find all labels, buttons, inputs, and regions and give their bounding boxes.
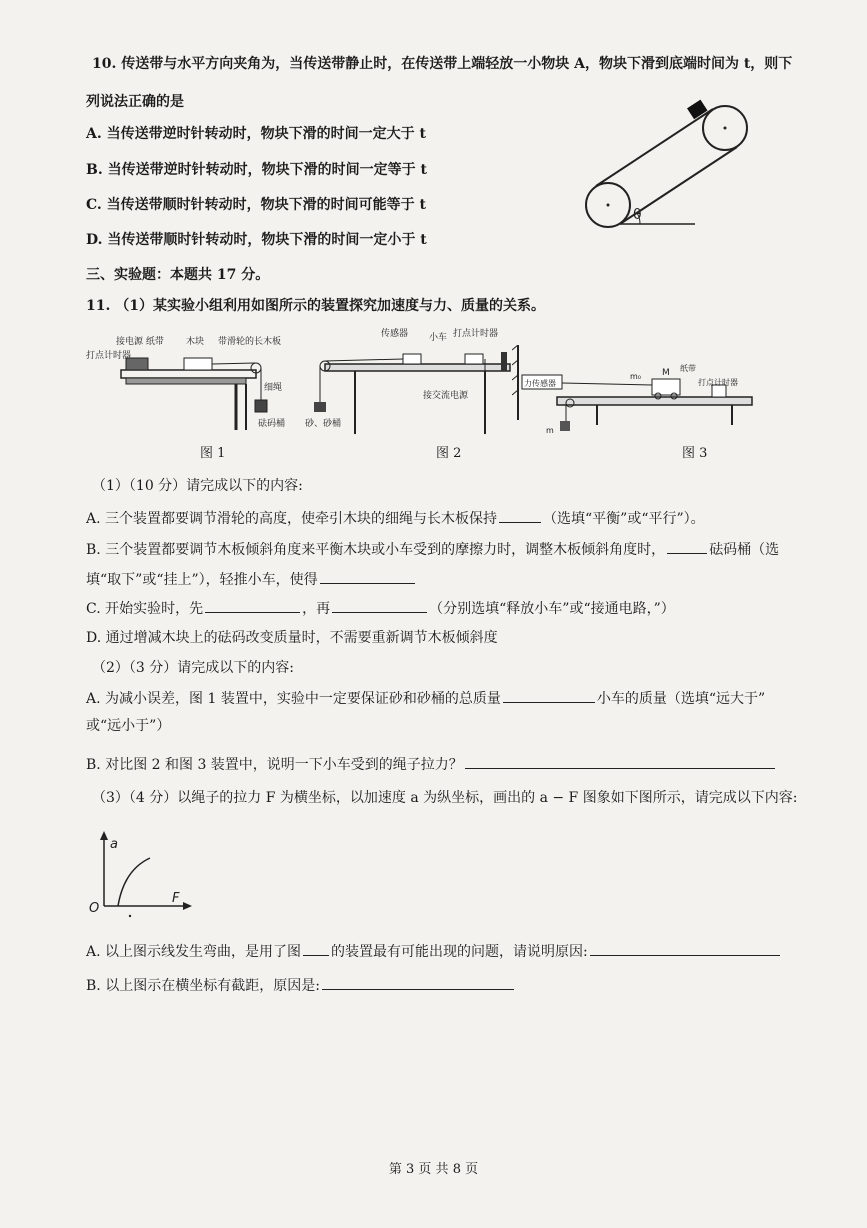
fig3-label-m: m (546, 426, 554, 435)
fig2-label-sand: 砂、砂桶 (305, 419, 342, 429)
fig2-caption: 图 2 (436, 446, 462, 461)
fig2-label-timer: 打点计时器 (453, 329, 499, 339)
answer-blank-1c-2[interactable] (332, 598, 427, 613)
part2-heading: （2）（3 分）请完成以下的内容: (92, 660, 294, 676)
fig2-label-sensor: 传感器 (381, 329, 409, 339)
fig1-caption: 图 1 (200, 446, 226, 461)
part1-b-hint: 砝码桶（选 (709, 542, 780, 558)
part2-item-a-line2: 或“远小于”） (86, 718, 171, 734)
figure-1-apparatus (86, 330, 306, 435)
part2-b-text: B. 对比图 2 和图 3 装置中，说明一下小车受到的绳子拉力？ (86, 757, 463, 773)
graph-y-axis-label: a (110, 837, 118, 852)
conveyor-belt-figure (575, 95, 770, 230)
page-footer: 第 3 页 共 8 页 (388, 1162, 479, 1177)
fig3-caption: 图 3 (682, 446, 708, 461)
fig2-label-ac: 接交流电源 (423, 391, 469, 401)
answer-blank-3a-1[interactable] (303, 941, 329, 956)
part3-a-text2: 的装置最有可能出现的问题，请说明原因: (331, 944, 588, 960)
part3-b-text: B. 以上图示在横坐标有截距，原因是: (86, 978, 320, 994)
fig2-label-car: 小车 (429, 333, 448, 343)
part1-item-b-line2 (86, 569, 417, 590)
part1-c-hint: （分别选填“释放小车”或“接通电路，”） (429, 601, 675, 617)
q11-intro: 11. （1）某实验小组利用如图所示的装置探究加速度与力、质量的关系。 (86, 298, 545, 314)
fig3-label-force: 力传感器 (524, 379, 556, 388)
a-f-graph (84, 828, 194, 920)
fig1-label-timer: 打点计时器 (86, 351, 132, 361)
part2-a-text: A. 为减小误差，图 1 装置中，实验中一定要保证砂和砂桶的总质量 (86, 691, 501, 707)
part1-a-hint: （选填“平衡”或“平行”）。 (543, 511, 705, 527)
figure-2-apparatus (305, 322, 515, 437)
part1-b-line2-text: 填“取下”或“挂上”），轻推小车，使得 (86, 572, 318, 588)
answer-blank-3a-2[interactable] (590, 941, 780, 956)
answer-blank-1c-1[interactable] (205, 598, 300, 613)
answer-blank-1b-1[interactable] (667, 539, 707, 554)
part1-item-d: D. 通过增减木块上的砝码改变质量时，不需要重新调节木板倾斜度 (86, 630, 498, 646)
fig1-label-block: 木块 (186, 337, 205, 347)
fig1-label-board: 带滑轮的长木板 (218, 337, 282, 347)
fig1-label-bucket: 砝码桶 (258, 419, 286, 429)
answer-blank-2b[interactable] (465, 754, 775, 769)
q10-option-d: D. 当传送带顺时针转动时，物块下滑的时间一定小于 t (86, 232, 427, 248)
part1-item-b (86, 539, 779, 560)
part1-item-a (86, 508, 705, 529)
section3-heading: 三、实验题：本题共 17 分。 (86, 267, 270, 283)
answer-blank-1a[interactable] (499, 508, 541, 523)
graph-origin-label: O (89, 901, 100, 916)
part1-c-text: C. 开始实验时，先 (86, 601, 204, 617)
q10-option-b: B. 当传送带逆时针转动时，物块下滑的时间一定等于 t (86, 162, 427, 178)
answer-blank-3b[interactable] (322, 975, 514, 990)
answer-blank-2a[interactable] (503, 688, 595, 703)
part1-heading: （1）（10 分）请完成以下的内容: (92, 478, 303, 494)
part1-b-text: B. 三个装置都要调节木板倾斜角度来平衡木块或小车受到的摩擦力时，调整木板倾斜角度时， (86, 542, 666, 558)
part2-a-hint: 小车的质量（选填“远大于” (596, 691, 766, 707)
part1-item-c (86, 598, 675, 619)
fig1-label-power: 接电源 纸带 (116, 337, 164, 347)
part3-heading: （3）（4 分）以绳子的拉力 F 为横坐标，以加速度 a 为纵坐标，画出的 a − F 图象如下图所示，请完成以下内容: (92, 790, 798, 806)
fig1-label-rope: 细绳 (264, 383, 283, 393)
part2-item-a (86, 688, 765, 709)
q10-option-a: A. 当传送带逆时针转动时，物块下滑的时间一定大于 t (86, 126, 426, 142)
figure-3-apparatus (512, 345, 757, 440)
theta-label: θ (633, 207, 642, 223)
fig3-label-m0: m₀ (630, 372, 641, 381)
part3-item-b (86, 975, 516, 996)
answer-blank-1b-2[interactable] (320, 569, 415, 584)
part1-a-text: A. 三个装置都要调节滑轮的高度，使牵引木块的细绳与长木板保持 (86, 511, 498, 527)
part3-a-text: A. 以上图示线发生弯曲，是用了图 (86, 944, 302, 960)
fig3-label-tape: 纸带 (680, 364, 696, 373)
part1-c-mid: ，再 (302, 601, 331, 617)
q10-stem-line1: 10. 传送带与水平方向夹角为，当传送带静止时，在传送带上端轻放一小物块 A，物块下滑到底端时间为 t，则下 (92, 56, 793, 72)
q10-option-c: C. 当传送带顺时针转动时，物块下滑的时间可能等于 t (86, 197, 426, 213)
part2-item-b (86, 754, 777, 775)
part3-item-a (86, 941, 782, 962)
fig3-label-timer: 打点计时器 (698, 378, 738, 387)
graph-x-axis-label: F (172, 891, 180, 906)
q10-stem-line2: 列说法正确的是 (86, 94, 184, 110)
fig3-label-M: M (662, 368, 670, 378)
